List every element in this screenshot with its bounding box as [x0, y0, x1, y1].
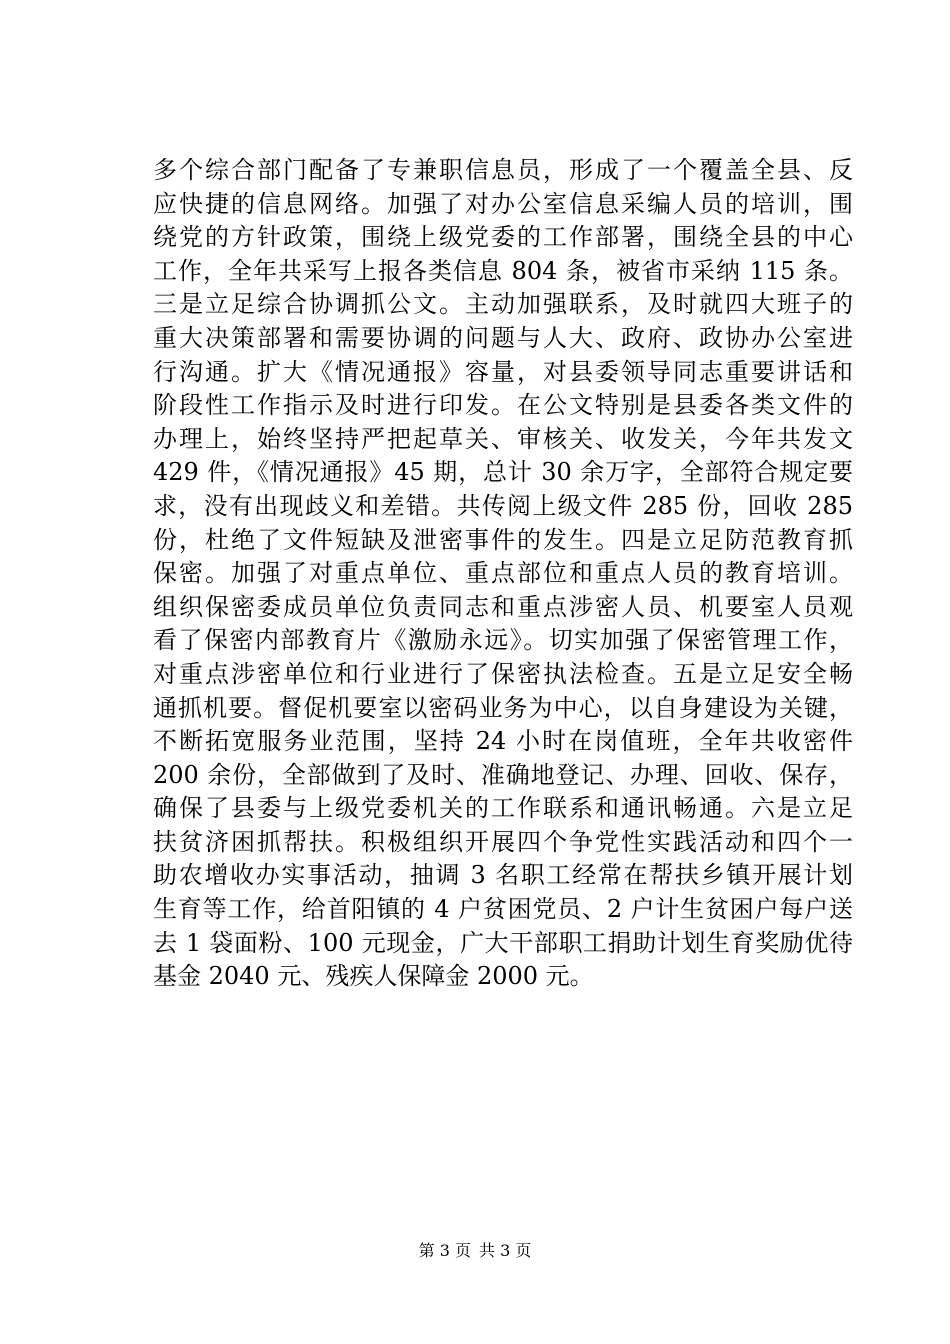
text-line: 应快捷的信息网络。加强了对办公室信息采编人员的培训，围 [153, 189, 853, 218]
text-line: 绕党的方针政策，围绕上级党委的工作部署，围绕全县的中心 [153, 223, 853, 252]
text-line: 行沟通。扩大《情况通报》容量，对县委领导同志重要讲话和 [153, 357, 853, 386]
text-line: 通抓机要。督促机要室以密码业务为中心，以自身建设为关键， [153, 693, 853, 722]
text-line: 基金 2040 元、残疾人保障金 2000 元。 [153, 962, 594, 991]
text-line: 429 件，《情况通报》45 期，总计 30 余万字，全部符合规定要 [153, 458, 853, 487]
text-line: 确保了县委与上级党委机关的工作联系和通讯畅通。六是立足 [153, 794, 853, 823]
text-line: 求，没有出现歧义和差错。共传阅上级文件 285 份，回收 285 [153, 491, 853, 520]
body-paragraph [153, 154, 853, 994]
text-line: 助农增收办实事活动，抽调 3 名职工经常在帮扶乡镇开展计划 [153, 861, 853, 890]
text-line: 多个综合部门配备了专兼职信息员，形成了一个覆盖全县、反 [153, 156, 853, 184]
text-line: 阶段性工作指示及时进行印发。在公文特别是县委各类文件的 [153, 391, 853, 420]
text-line: 看了保密内部教育片《激励永远》。切实加强了保密管理工作， [153, 626, 853, 655]
text-line: 重大决策部署和需要协调的问题与人大、政府、政协办公室进 [153, 323, 853, 352]
text-line: 组织保密委成员单位负责同志和重点涉密人员、机要室人员观 [153, 592, 853, 621]
text-line: 200 余份，全部做到了及时、准确地登记、办理、回收、保存， [153, 760, 853, 789]
text-line: 保密。加强了对重点单位、重点部位和重点人员的教育培训。 [153, 559, 853, 588]
text-line: 三是立足综合协调抓公文。主动加强联系，及时就四大班子的 [153, 290, 853, 319]
page-total: 共 3 页 [479, 1241, 532, 1260]
text-line: 不断拓宽服务业范围，坚持 24 小时在岗值班，全年共收密件 [153, 727, 853, 756]
text-line: 办理上，始终坚持严把起草关、审核关、收发关，今年共发文 [153, 424, 853, 453]
text-line: 生育等工作，给首阳镇的 4 户贫困党员、2 户计生贫困户每户送 [153, 895, 853, 924]
text-line: 去 1 袋面粉、100 元现金，广大干部职工捐助计划生育奖励优待 [153, 928, 853, 957]
text-line: 工作，全年共采写上报各类信息 804 条，被省市采纳 115 条。 [153, 256, 853, 285]
text-line: 对重点涉密单位和行业进行了保密执法检查。五是立足安全畅 [153, 659, 853, 688]
page-number: 第 3 页 [418, 1241, 471, 1260]
page-footer [0, 1240, 950, 1262]
text-line: 份，杜绝了文件短缺及泄密事件的发生。四是立足防范教育抓 [153, 525, 853, 554]
text-line: 扶贫济困抓帮扶。积极组织开展四个争党性实践活动和四个一 [153, 827, 853, 856]
